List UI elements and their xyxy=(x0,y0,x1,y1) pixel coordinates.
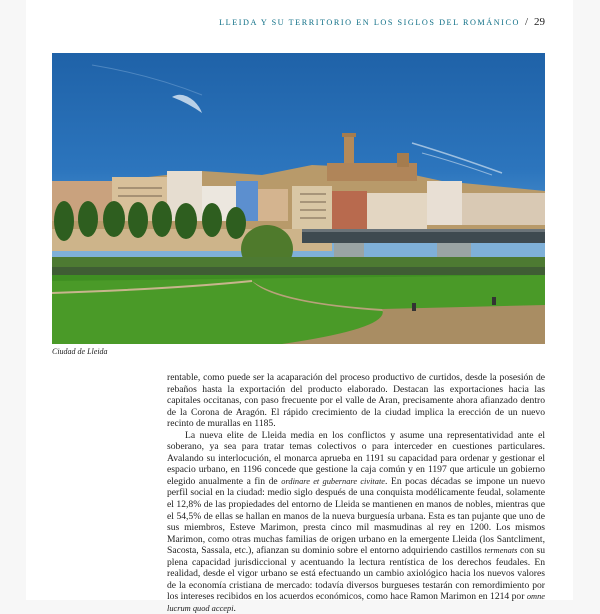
paragraph-2-text-b: . En pocas décadas se impone un nuevo perfil social en la ciudad: medio siglo después de una conquista modélicamente feudal, solamente el 12,8% de las propiedades del entorno de Lleida se mantienen en manos de nobles, mientras que el 54,5% de ellas se hallan en manos de la nueva burguesía urbana. Esta es tan pujante que uno de sus miembros, Esteve Marimon, presta cinco mil masmudinas al rey en 1200. Los mismos Marimon, como otras muchas familias de origen urbano en la emergente Lleida (los Santcliment, Sacosta, Sassala, etc.), afianzan su dominio sobre el entorno adquiriendo castillos xyxy=(167,475,546,557)
book-page xyxy=(26,0,573,614)
photo-caption: Ciudad de Lleida xyxy=(52,347,108,356)
paragraph-2-text-end: . xyxy=(233,602,236,614)
running-head xyxy=(26,16,545,28)
paragraph-1-text: rentable, como puede ser la acaparación del proceso productivo de curtidos, desde la posesión de rebaños hasta la exportación del producto elaborado. Destacan las exportaciones hacia las capitales occitanas, con paso frecuente por el valle de Aran, precisamente ahora afianzado dentro de la Corona de Aragón. El rápido crecimiento de la ciudad implica la erección de un nuevo recinto de murallas en 1185. xyxy=(167,372,545,430)
paragraph-2-text-a: La nueva elite de Lleida media en los conflictos y asume una representatividad ante el soberano, ya sea para tratar temas colectivos o para interceder en cuestiones particulares. Avalando su interlocución, el monarca aprueba en 1191 su capacidad para ordenar y gestionar el espacio urbano, en 1196 concede que gestione la caja común y en 1197 que articule un gobierno elegido anualmente a fin de xyxy=(167,429,545,487)
paragraph-2 xyxy=(167,430,545,614)
page-number: 29 xyxy=(534,16,545,28)
paragraph-2-text-c: con su plena capacidad jurisdiccional y acentuando la lectura rentística de los derechos feudales. En realidad, desde el vigor urbano se está efectuando un cambio axiológico hacia los nuevos valores de la economía cristiana de mercado: todavía diversos burgueses testarán con remordimiento por los intereses recibidos en los acuerdos económicos, como hace Ramon Marimon en 1214 por xyxy=(167,545,545,603)
latin-phrase-omne-lucrum: omne lucrum quod accepi xyxy=(167,592,545,613)
latin-phrase-ordinare: ordinare et gubernare civitate xyxy=(281,476,385,486)
running-title: LLEIDA Y SU TERRITORIO EN LOS SIGLOS DEL ROMÁNICO xyxy=(219,18,520,27)
header-separator: / xyxy=(524,16,528,28)
city-photo xyxy=(52,53,545,344)
term-termenats: termenats xyxy=(484,546,518,556)
paragraph-1 xyxy=(167,372,545,430)
body-text xyxy=(167,372,545,614)
lleida-panorama-illustration xyxy=(52,53,545,344)
